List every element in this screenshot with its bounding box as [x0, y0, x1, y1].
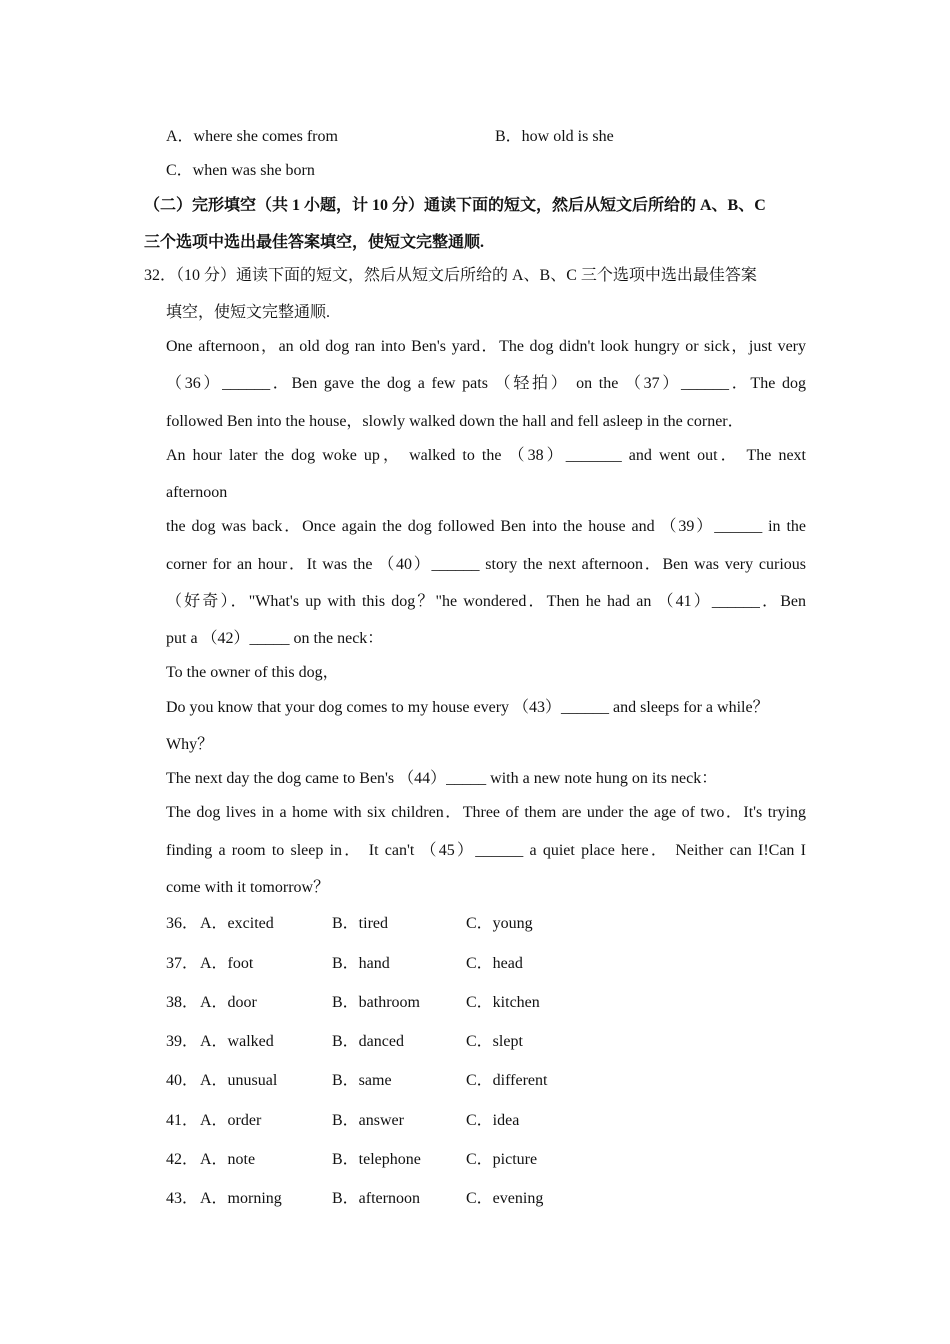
choice-option-a[interactable]: A．excited — [200, 915, 274, 932]
passage-line: Why？ — [166, 736, 214, 753]
question-instruction-line2: 填空，使短文完整通顺. — [166, 304, 331, 321]
choice-option-b[interactable]: B．answer — [332, 1112, 404, 1129]
choice-option-a[interactable]: A．door — [200, 994, 257, 1011]
choice-number: 41． — [166, 1112, 199, 1129]
choice-option-b[interactable]: B．bathroom — [332, 994, 420, 1011]
choice-option-c[interactable]: C．different — [466, 1072, 548, 1089]
choice-option-a[interactable]: A．unusual — [200, 1072, 278, 1089]
choice-number: 37． — [166, 955, 199, 972]
choice-option-c[interactable]: C．kitchen — [466, 994, 540, 1011]
choice-option-a[interactable]: A．order — [200, 1112, 262, 1129]
choice-option-c[interactable]: C．picture — [466, 1151, 538, 1168]
question-instruction-line1: 32．（10 分）通读下面的短文，然后从短文后所给的 A、B、C 三个选项中选出最佳答案 — [144, 267, 757, 284]
choice-option-c[interactable]: C．evening — [466, 1190, 544, 1207]
choice-option-c[interactable]: C．idea — [466, 1112, 520, 1129]
choice-option-b[interactable]: B．danced — [332, 1033, 404, 1050]
choice-option-b[interactable]: B．afternoon — [332, 1190, 420, 1207]
passage-line: To the owner of this dog， — [166, 664, 339, 681]
passage-line: the dog was back．Once again the dog followed Ben into the house and （39）______ in the — [166, 518, 806, 535]
passage-line: afternoon — [166, 484, 228, 501]
choice-number: 38． — [166, 994, 199, 1011]
passage-line: Do you know that your dog comes to my house every （43）______ and sleeps for a while？ — [166, 699, 769, 716]
section-heading-line2: 三个选项中选出最佳答案填空，使短文完整通顺. — [144, 234, 485, 251]
choice-option-c[interactable]: C．head — [466, 955, 523, 972]
prev-option-c: C．when was she born — [166, 162, 315, 179]
passage-line: corner for an hour．It was the （40）______ story the next afternoon．Ben was very curious — [166, 556, 806, 573]
passage-line: followed Ben into the house，slowly walked down the hall and fell asleep in the corner． — [166, 413, 744, 430]
passage-line: One afternoon，an old dog ran into Ben's yard．The dog didn't look hungry or sick，just very — [166, 338, 806, 355]
choice-option-a[interactable]: A．foot — [200, 955, 254, 972]
choice-number: 43． — [166, 1190, 199, 1207]
choice-option-b[interactable]: B．hand — [332, 955, 390, 972]
choice-option-c[interactable]: C．young — [466, 915, 533, 932]
passage-line: （36）______．Ben gave the dog a few pats （轻拍） on the （37）______．The dog — [166, 375, 806, 392]
prev-option-b: B．how old is she — [495, 128, 614, 145]
choice-number: 40． — [166, 1072, 199, 1089]
choice-option-a[interactable]: A．walked — [200, 1033, 274, 1050]
choice-number: 39． — [166, 1033, 199, 1050]
passage-line: put a （42）_____ on the neck： — [166, 630, 384, 647]
choice-option-a[interactable]: A．note — [200, 1151, 256, 1168]
section-heading-line1: （二）完形填空（共 1 小题，计 10 分）通读下面的短文，然后从短文后所给的 A、B、C — [144, 197, 766, 214]
choice-option-b[interactable]: B．tired — [332, 915, 388, 932]
choice-option-b[interactable]: B．same — [332, 1072, 392, 1089]
choice-option-b[interactable]: B．telephone — [332, 1151, 421, 1168]
choice-number: 36． — [166, 915, 199, 932]
passage-line: （好奇）．"What's up with this dog？"he wondered．Then he had an （41）______．Ben — [166, 593, 806, 610]
passage-line: The dog lives in a home with six children．Three of them are under the age of two．It's trying — [166, 804, 806, 821]
choice-number: 42． — [166, 1151, 199, 1168]
passage-line: come with it tomorrow？ — [166, 879, 330, 896]
choice-option-c[interactable]: C．slept — [466, 1033, 523, 1050]
passage-line: The next day the dog came to Ben's （44）_____ with a new note hung on its neck： — [166, 770, 718, 787]
choice-option-a[interactable]: A．morning — [200, 1190, 282, 1207]
passage-line: An hour later the dog woke up， walked to the （38）_______ and went out． The next — [166, 447, 806, 464]
prev-option-a: A．where she comes from — [166, 128, 338, 145]
passage-line: finding a room to sleep in． It can't （45）______ a quiet place here． Neither can I!Can I — [166, 842, 806, 859]
